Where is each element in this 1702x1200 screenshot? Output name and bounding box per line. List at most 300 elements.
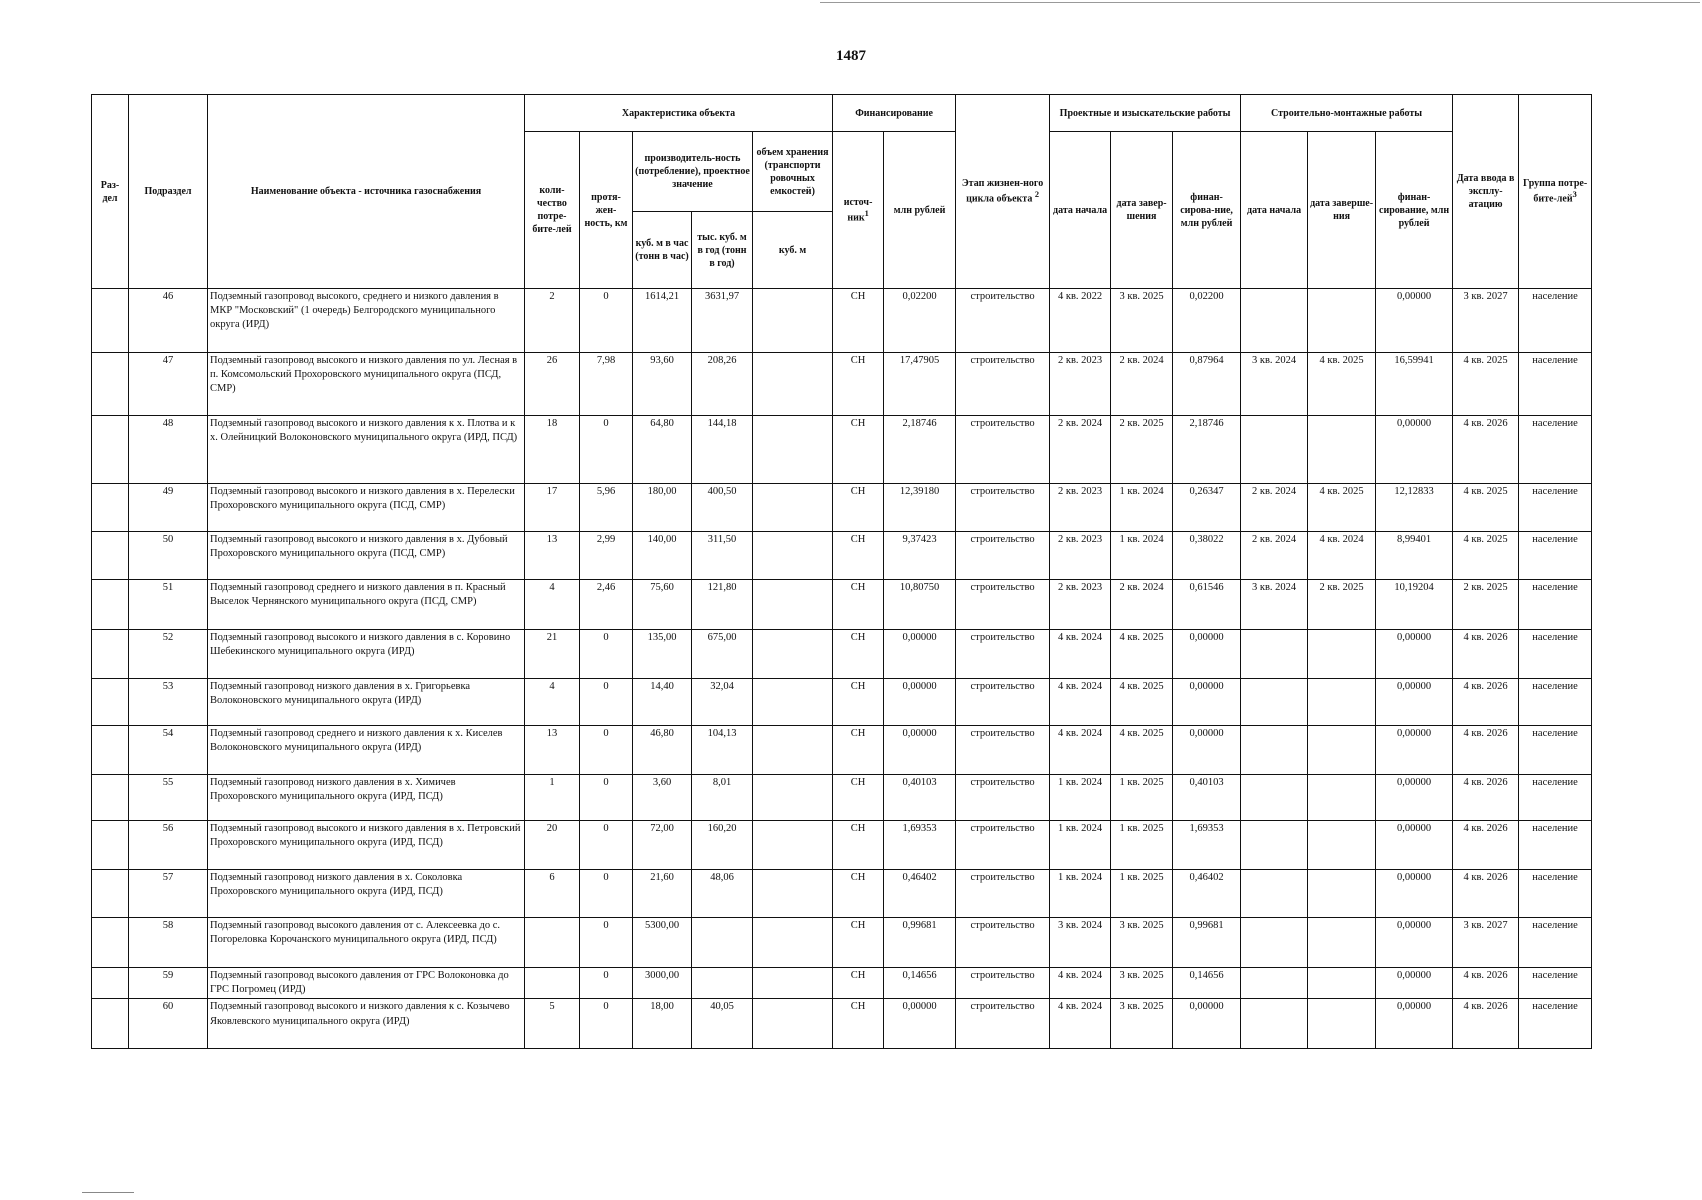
constr-start-cell bbox=[1241, 630, 1308, 679]
constr-end-cell bbox=[1308, 968, 1376, 999]
design-end-cell: 3 кв. 2025 bbox=[1111, 918, 1173, 968]
source-cell: СН bbox=[833, 821, 884, 870]
header-consumer-group: Группа потре-бите-лей$^3$ bbox=[1519, 95, 1592, 289]
per-hour-cell: 18,00 bbox=[633, 999, 692, 1049]
razdel-cell bbox=[92, 775, 129, 821]
header-storage: объем хранения (транспорти ровочных емкостей) bbox=[753, 132, 833, 212]
constr-fin-cell: 0,00000 bbox=[1376, 918, 1453, 968]
consumer-group-cell: население bbox=[1519, 679, 1592, 726]
storage-volume-cell bbox=[753, 775, 833, 821]
storage-volume-cell bbox=[753, 289, 833, 353]
header-constr-start: дата начала bbox=[1241, 132, 1308, 289]
podrazdel-cell: 56 bbox=[129, 821, 208, 870]
source-cell: СН bbox=[833, 630, 884, 679]
consumers-count-cell: 21 bbox=[525, 630, 580, 679]
object-name-cell: Подземный газопровод высокого и низкого давления к х. Плотва и к х. Олейницкий Волоконовского муниципального округа (ИРД, ПСД) bbox=[208, 416, 525, 484]
storage-volume-cell bbox=[753, 999, 833, 1049]
source-cell: СН bbox=[833, 726, 884, 775]
design-start-cell: 4 кв. 2024 bbox=[1050, 679, 1111, 726]
constr-fin-cell: 10,19204 bbox=[1376, 580, 1453, 630]
per-hour-cell: 135,00 bbox=[633, 630, 692, 679]
design-end-cell: 2 кв. 2024 bbox=[1111, 580, 1173, 630]
stage-cell: строительство bbox=[956, 289, 1050, 353]
stage-cell: строительство bbox=[956, 484, 1050, 532]
constr-start-cell bbox=[1241, 416, 1308, 484]
header-design-start: дата начала bbox=[1050, 132, 1111, 289]
table-row bbox=[92, 532, 1592, 580]
financing-cell: 0,14656 bbox=[884, 968, 956, 999]
signature-mark bbox=[82, 1192, 134, 1193]
consumer-group-cell: население bbox=[1519, 968, 1592, 999]
consumers-count-cell: 1 bbox=[525, 775, 580, 821]
design-fin-cell: 0,87964 bbox=[1173, 353, 1241, 416]
financing-cell: 0,46402 bbox=[884, 870, 956, 918]
source-cell: СН bbox=[833, 870, 884, 918]
length-cell: 7,98 bbox=[580, 353, 633, 416]
per-hour-cell: 21,60 bbox=[633, 870, 692, 918]
financing-cell: 10,80750 bbox=[884, 580, 956, 630]
consumer-group-cell: население bbox=[1519, 416, 1592, 484]
design-fin-cell: 1,69353 bbox=[1173, 821, 1241, 870]
consumer-group-cell: население bbox=[1519, 484, 1592, 532]
table-row bbox=[92, 679, 1592, 726]
constr-start-cell: 3 кв. 2024 bbox=[1241, 580, 1308, 630]
header-construction-group: Строительно-монтажные работы bbox=[1241, 95, 1453, 132]
razdel-cell bbox=[92, 580, 129, 630]
per-hour-cell: 46,80 bbox=[633, 726, 692, 775]
design-start-cell: 4 кв. 2024 bbox=[1050, 968, 1111, 999]
commission-cell: 4 кв. 2026 bbox=[1453, 726, 1519, 775]
constr-end-cell: 4 кв. 2025 bbox=[1308, 484, 1376, 532]
constr-start-cell bbox=[1241, 999, 1308, 1049]
storage-volume-cell bbox=[753, 726, 833, 775]
financing-cell: 9,37423 bbox=[884, 532, 956, 580]
header-qty: коли-чество потре-бите-лей bbox=[525, 132, 580, 289]
stage-cell: строительство bbox=[956, 999, 1050, 1049]
length-cell: 0 bbox=[580, 775, 633, 821]
per-hour-cell: 1614,21 bbox=[633, 289, 692, 353]
per-hour-cell: 3,60 bbox=[633, 775, 692, 821]
storage-volume-cell bbox=[753, 821, 833, 870]
constr-fin-cell: 0,00000 bbox=[1376, 821, 1453, 870]
table-row bbox=[92, 999, 1592, 1049]
header-length: протя-жен-ность, км bbox=[580, 132, 633, 289]
razdel-cell bbox=[92, 968, 129, 999]
design-start-cell: 2 кв. 2024 bbox=[1050, 416, 1111, 484]
constr-start-cell: 2 кв. 2024 bbox=[1241, 484, 1308, 532]
design-end-cell: 3 кв. 2025 bbox=[1111, 999, 1173, 1049]
consumer-group-cell: население bbox=[1519, 870, 1592, 918]
source-cell: СН bbox=[833, 968, 884, 999]
design-fin-cell: 0,38022 bbox=[1173, 532, 1241, 580]
table-row bbox=[92, 484, 1592, 532]
table-row bbox=[92, 580, 1592, 630]
constr-end-cell: 4 кв. 2025 bbox=[1308, 353, 1376, 416]
length-cell: 0 bbox=[580, 821, 633, 870]
design-fin-cell: 0,26347 bbox=[1173, 484, 1241, 532]
per-hour-cell: 3000,00 bbox=[633, 968, 692, 999]
source-cell: СН bbox=[833, 416, 884, 484]
object-name-cell: Подземный газопровод среднего и низкого давления в п. Красный Выселок Чернянского муниципального округа (ПСД, СМР) bbox=[208, 580, 525, 630]
financing-cell: 17,47905 bbox=[884, 353, 956, 416]
razdel-cell bbox=[92, 821, 129, 870]
constr-end-cell bbox=[1308, 918, 1376, 968]
per-year-cell bbox=[692, 918, 753, 968]
source-cell: СН bbox=[833, 775, 884, 821]
consumers-count-cell: 26 bbox=[525, 353, 580, 416]
constr-start-cell bbox=[1241, 821, 1308, 870]
length-cell: 0 bbox=[580, 999, 633, 1049]
constr-start-cell bbox=[1241, 679, 1308, 726]
design-start-cell: 1 кв. 2024 bbox=[1050, 870, 1111, 918]
table-row bbox=[92, 353, 1592, 416]
per-year-cell: 400,50 bbox=[692, 484, 753, 532]
header-per-year: тыс. куб. м в год (тонн в год) bbox=[692, 212, 753, 289]
razdel-cell bbox=[92, 679, 129, 726]
commission-cell: 4 кв. 2026 bbox=[1453, 821, 1519, 870]
source-cell: СН bbox=[833, 289, 884, 353]
header-productivity: производитель-ность (потребление), проектное значение bbox=[633, 132, 753, 212]
commission-cell: 4 кв. 2025 bbox=[1453, 484, 1519, 532]
consumers-count-cell: 13 bbox=[525, 726, 580, 775]
storage-volume-cell bbox=[753, 353, 833, 416]
per-hour-cell: 75,60 bbox=[633, 580, 692, 630]
design-fin-cell: 2,18746 bbox=[1173, 416, 1241, 484]
financing-cell: 2,18746 bbox=[884, 416, 956, 484]
constr-fin-cell: 0,00000 bbox=[1376, 775, 1453, 821]
storage-volume-cell bbox=[753, 630, 833, 679]
per-year-cell: 8,01 bbox=[692, 775, 753, 821]
consumer-group-cell: население bbox=[1519, 630, 1592, 679]
constr-start-cell bbox=[1241, 870, 1308, 918]
design-end-cell: 3 кв. 2025 bbox=[1111, 289, 1173, 353]
per-hour-cell: 180,00 bbox=[633, 484, 692, 532]
design-fin-cell: 0,61546 bbox=[1173, 580, 1241, 630]
commission-cell: 4 кв. 2025 bbox=[1453, 353, 1519, 416]
stage-cell: строительство bbox=[956, 416, 1050, 484]
consumer-group-cell: население bbox=[1519, 775, 1592, 821]
object-name-cell: Подземный газопровод высокого и низкого давления в с. Коровино Шебекинского муниципального округа (ИРД) bbox=[208, 630, 525, 679]
header-source: источ-ник$^1$ bbox=[833, 132, 884, 289]
design-end-cell: 1 кв. 2025 bbox=[1111, 870, 1173, 918]
stage-cell: строительство bbox=[956, 918, 1050, 968]
design-start-cell: 1 кв. 2024 bbox=[1050, 821, 1111, 870]
table-row bbox=[92, 968, 1592, 999]
consumers-count-cell: 17 bbox=[525, 484, 580, 532]
consumers-count-cell: 5 bbox=[525, 999, 580, 1049]
podrazdel-cell: 54 bbox=[129, 726, 208, 775]
design-start-cell: 4 кв. 2024 bbox=[1050, 726, 1111, 775]
length-cell: 0 bbox=[580, 679, 633, 726]
per-year-cell: 121,80 bbox=[692, 580, 753, 630]
source-cell: СН bbox=[833, 532, 884, 580]
commission-cell: 4 кв. 2026 bbox=[1453, 630, 1519, 679]
table-row bbox=[92, 726, 1592, 775]
razdel-cell bbox=[92, 484, 129, 532]
constr-end-cell bbox=[1308, 726, 1376, 775]
table-row bbox=[92, 630, 1592, 679]
razdel-cell bbox=[92, 353, 129, 416]
per-hour-cell: 5300,00 bbox=[633, 918, 692, 968]
constr-start-cell bbox=[1241, 775, 1308, 821]
consumers-count-cell: 20 bbox=[525, 821, 580, 870]
constr-fin-cell: 0,00000 bbox=[1376, 416, 1453, 484]
source-cell: СН bbox=[833, 999, 884, 1049]
podrazdel-cell: 50 bbox=[129, 532, 208, 580]
stage-cell: строительство bbox=[956, 775, 1050, 821]
constr-start-cell bbox=[1241, 726, 1308, 775]
constr-fin-cell: 0,00000 bbox=[1376, 999, 1453, 1049]
header-mln-rub: млн рублей bbox=[884, 132, 956, 289]
design-fin-cell: 0,14656 bbox=[1173, 968, 1241, 999]
object-name-cell: Подземный газопровод высокого давления от ГРС Волоконовка до ГРС Погромец (ИРД) bbox=[208, 968, 525, 999]
header-design-end: дата завер-шения bbox=[1111, 132, 1173, 289]
consumers-count-cell: 18 bbox=[525, 416, 580, 484]
design-end-cell: 4 кв. 2025 bbox=[1111, 726, 1173, 775]
consumer-group-cell: население bbox=[1519, 353, 1592, 416]
storage-volume-cell bbox=[753, 968, 833, 999]
stage-cell: строительство bbox=[956, 630, 1050, 679]
per-year-cell: 40,05 bbox=[692, 999, 753, 1049]
object-name-cell: Подземный газопровод высокого, среднего и низкого давления в МКР "Московский" (1 очередь) Белгородского муниципального округа (ИРД) bbox=[208, 289, 525, 353]
storage-volume-cell bbox=[753, 918, 833, 968]
per-hour-cell: 140,00 bbox=[633, 532, 692, 580]
storage-volume-cell bbox=[753, 679, 833, 726]
consumer-group-cell: население bbox=[1519, 918, 1592, 968]
per-year-cell: 104,13 bbox=[692, 726, 753, 775]
commission-cell: 4 кв. 2026 bbox=[1453, 968, 1519, 999]
per-year-cell: 3631,97 bbox=[692, 289, 753, 353]
financing-cell: 0,00000 bbox=[884, 726, 956, 775]
constr-fin-cell: 16,59941 bbox=[1376, 353, 1453, 416]
podrazdel-cell: 60 bbox=[129, 999, 208, 1049]
constr-fin-cell: 8,99401 bbox=[1376, 532, 1453, 580]
constr-start-cell bbox=[1241, 968, 1308, 999]
constr-end-cell bbox=[1308, 630, 1376, 679]
per-hour-cell: 93,60 bbox=[633, 353, 692, 416]
financing-cell: 12,39180 bbox=[884, 484, 956, 532]
commission-cell: 4 кв. 2026 bbox=[1453, 999, 1519, 1049]
length-cell: 0 bbox=[580, 289, 633, 353]
podrazdel-cell: 47 bbox=[129, 353, 208, 416]
object-name-cell: Подземный газопровод высокого и низкого давления в х. Перелески Прохоровского муниципального округа (ПСД, СМР) bbox=[208, 484, 525, 532]
per-year-cell: 160,20 bbox=[692, 821, 753, 870]
storage-volume-cell bbox=[753, 416, 833, 484]
design-end-cell: 2 кв. 2025 bbox=[1111, 416, 1173, 484]
razdel-cell bbox=[92, 918, 129, 968]
per-year-cell bbox=[692, 968, 753, 999]
object-name-cell: Подземный газопровод низкого давления в х. Химичев Прохоровского муниципального округа (ИРД, ПСД) bbox=[208, 775, 525, 821]
razdel-cell bbox=[92, 630, 129, 679]
commission-cell: 3 кв. 2027 bbox=[1453, 918, 1519, 968]
stage-cell: строительство bbox=[956, 968, 1050, 999]
constr-end-cell bbox=[1308, 821, 1376, 870]
constr-end-cell bbox=[1308, 416, 1376, 484]
constr-end-cell bbox=[1308, 775, 1376, 821]
constr-end-cell bbox=[1308, 870, 1376, 918]
header-name: Наименование объекта - источника газоснабжения bbox=[208, 95, 525, 289]
podrazdel-cell: 55 bbox=[129, 775, 208, 821]
object-name-cell: Подземный газопровод низкого давления в х. Соколовка Прохоровского муниципального округа (ИРД, ПСД) bbox=[208, 870, 525, 918]
source-cell: СН bbox=[833, 580, 884, 630]
design-end-cell: 1 кв. 2024 bbox=[1111, 532, 1173, 580]
constr-start-cell bbox=[1241, 289, 1308, 353]
podrazdel-cell: 49 bbox=[129, 484, 208, 532]
design-fin-cell: 0,02200 bbox=[1173, 289, 1241, 353]
design-end-cell: 4 кв. 2025 bbox=[1111, 630, 1173, 679]
object-name-cell: Подземный газопровод низкого давления в х. Григорьевка Волоконовского муниципального округа (ИРД) bbox=[208, 679, 525, 726]
header-constr-fin: финан-сирование, млн рублей bbox=[1376, 132, 1453, 289]
podrazdel-cell: 59 bbox=[129, 968, 208, 999]
podrazdel-cell: 53 bbox=[129, 679, 208, 726]
storage-volume-cell bbox=[753, 870, 833, 918]
per-hour-cell: 14,40 bbox=[633, 679, 692, 726]
design-start-cell: 2 кв. 2023 bbox=[1050, 580, 1111, 630]
per-year-cell: 311,50 bbox=[692, 532, 753, 580]
header-razdel: Раз-дел bbox=[92, 95, 129, 289]
per-year-cell: 675,00 bbox=[692, 630, 753, 679]
per-year-cell: 144,18 bbox=[692, 416, 753, 484]
length-cell: 5,96 bbox=[580, 484, 633, 532]
storage-volume-cell bbox=[753, 580, 833, 630]
stage-cell: строительство bbox=[956, 821, 1050, 870]
consumer-group-cell: население bbox=[1519, 821, 1592, 870]
constr-fin-cell: 0,00000 bbox=[1376, 289, 1453, 353]
design-start-cell: 1 кв. 2024 bbox=[1050, 775, 1111, 821]
source-cell: СН bbox=[833, 679, 884, 726]
podrazdel-cell: 48 bbox=[129, 416, 208, 484]
constr-end-cell: 2 кв. 2025 bbox=[1308, 580, 1376, 630]
consumers-count-cell bbox=[525, 918, 580, 968]
consumer-group-cell: население bbox=[1519, 726, 1592, 775]
design-start-cell: 2 кв. 2023 bbox=[1050, 532, 1111, 580]
design-end-cell: 1 кв. 2025 bbox=[1111, 775, 1173, 821]
constr-fin-cell: 12,12833 bbox=[1376, 484, 1453, 532]
header-design-group: Проектные и изыскательские работы bbox=[1050, 95, 1241, 132]
consumers-count-cell: 13 bbox=[525, 532, 580, 580]
podrazdel-cell: 51 bbox=[129, 580, 208, 630]
constr-start-cell: 2 кв. 2024 bbox=[1241, 532, 1308, 580]
razdel-cell bbox=[92, 289, 129, 353]
source-cell: СН bbox=[833, 484, 884, 532]
header-constr-end: дата заверше-ния bbox=[1308, 132, 1376, 289]
consumers-count-cell: 4 bbox=[525, 679, 580, 726]
constr-fin-cell: 0,00000 bbox=[1376, 968, 1453, 999]
design-start-cell: 2 кв. 2023 bbox=[1050, 484, 1111, 532]
financing-cell: 1,69353 bbox=[884, 821, 956, 870]
table-row bbox=[92, 870, 1592, 918]
stage-cell: строительство bbox=[956, 679, 1050, 726]
top-rule bbox=[820, 2, 1700, 3]
object-name-cell: Подземный газопровод высокого и низкого давления в х. Дубовый Прохоровского муниципального округа (ПСД, СМР) bbox=[208, 532, 525, 580]
header-podrazdel: Подраздел bbox=[129, 95, 208, 289]
consumer-group-cell: население bbox=[1519, 580, 1592, 630]
stage-cell: строительство bbox=[956, 580, 1050, 630]
source-cell: СН bbox=[833, 918, 884, 968]
commission-cell: 2 кв. 2025 bbox=[1453, 580, 1519, 630]
page-number: 1487 bbox=[836, 48, 866, 64]
header-cubic-m: куб. м bbox=[753, 212, 833, 289]
per-year-cell: 32,04 bbox=[692, 679, 753, 726]
object-name-cell: Подземный газопровод высокого давления от с. Алексеевка до с. Погореловка Корочанского муниципального округа (ИРД, ПСД) bbox=[208, 918, 525, 968]
consumers-count-cell: 6 bbox=[525, 870, 580, 918]
constr-end-cell bbox=[1308, 289, 1376, 353]
podrazdel-cell: 52 bbox=[129, 630, 208, 679]
header-financing-group: Финансирование bbox=[833, 95, 956, 132]
stage-cell: строительство bbox=[956, 870, 1050, 918]
design-fin-cell: 0,00000 bbox=[1173, 630, 1241, 679]
financing-cell: 0,00000 bbox=[884, 679, 956, 726]
constr-fin-cell: 0,00000 bbox=[1376, 870, 1453, 918]
table-row bbox=[92, 821, 1592, 870]
constr-fin-cell: 0,00000 bbox=[1376, 726, 1453, 775]
razdel-cell bbox=[92, 532, 129, 580]
length-cell: 0 bbox=[580, 726, 633, 775]
object-name-cell: Подземный газопровод высокого и низкого давления к с. Козычево Яковлевского муниципального округа (ИРД) bbox=[208, 999, 525, 1049]
table-row bbox=[92, 416, 1592, 484]
constr-fin-cell: 0,00000 bbox=[1376, 679, 1453, 726]
table-row bbox=[92, 289, 1592, 353]
commission-cell: 4 кв. 2026 bbox=[1453, 679, 1519, 726]
design-end-cell: 1 кв. 2025 bbox=[1111, 821, 1173, 870]
razdel-cell bbox=[92, 416, 129, 484]
constr-end-cell bbox=[1308, 679, 1376, 726]
gas-objects-table bbox=[91, 94, 1592, 1049]
consumers-count-cell: 2 bbox=[525, 289, 580, 353]
consumer-group-cell: население bbox=[1519, 289, 1592, 353]
per-year-cell: 48,06 bbox=[692, 870, 753, 918]
header-per-hour: куб. м в час (тонн в час) bbox=[633, 212, 692, 289]
table-row bbox=[92, 918, 1592, 968]
design-end-cell: 2 кв. 2024 bbox=[1111, 353, 1173, 416]
length-cell: 0 bbox=[580, 416, 633, 484]
design-end-cell: 4 кв. 2025 bbox=[1111, 679, 1173, 726]
design-start-cell: 2 кв. 2023 bbox=[1050, 353, 1111, 416]
commission-cell: 4 кв. 2025 bbox=[1453, 532, 1519, 580]
per-year-cell: 208,26 bbox=[692, 353, 753, 416]
storage-volume-cell bbox=[753, 484, 833, 532]
podrazdel-cell: 58 bbox=[129, 918, 208, 968]
constr-fin-cell: 0,00000 bbox=[1376, 630, 1453, 679]
consumer-group-cell: население bbox=[1519, 999, 1592, 1049]
financing-cell: 0,02200 bbox=[884, 289, 956, 353]
per-hour-cell: 64,80 bbox=[633, 416, 692, 484]
length-cell: 0 bbox=[580, 968, 633, 999]
financing-cell: 0,00000 bbox=[884, 999, 956, 1049]
podrazdel-cell: 57 bbox=[129, 870, 208, 918]
razdel-cell bbox=[92, 999, 129, 1049]
source-cell: СН bbox=[833, 353, 884, 416]
length-cell: 0 bbox=[580, 918, 633, 968]
header-design-fin: финан-сирова-ние, млн рублей bbox=[1173, 132, 1241, 289]
header-commission: Дата ввода в эксплу-атацию bbox=[1453, 95, 1519, 289]
object-name-cell: Подземный газопровод среднего и низкого давления к х. Киселев Волоконовского муниципального округа (ИРД) bbox=[208, 726, 525, 775]
financing-cell: 0,40103 bbox=[884, 775, 956, 821]
object-name-cell: Подземный газопровод высокого и низкого давления в х. Петровский Прохоровского муниципального округа (ИРД, ПСД) bbox=[208, 821, 525, 870]
object-name-cell: Подземный газопровод высокого и низкого давления по ул. Лесная в п. Комсомольский Прохоровского муниципального округа (ПСД, СМР) bbox=[208, 353, 525, 416]
stage-cell: строительство bbox=[956, 353, 1050, 416]
constr-end-cell bbox=[1308, 999, 1376, 1049]
design-fin-cell: 0,00000 bbox=[1173, 999, 1241, 1049]
commission-cell: 4 кв. 2026 bbox=[1453, 870, 1519, 918]
design-start-cell: 4 кв. 2024 bbox=[1050, 999, 1111, 1049]
constr-start-cell bbox=[1241, 918, 1308, 968]
commission-cell: 4 кв. 2026 bbox=[1453, 775, 1519, 821]
design-fin-cell: 0,40103 bbox=[1173, 775, 1241, 821]
storage-volume-cell bbox=[753, 532, 833, 580]
commission-cell: 3 кв. 2027 bbox=[1453, 289, 1519, 353]
length-cell: 2,46 bbox=[580, 580, 633, 630]
